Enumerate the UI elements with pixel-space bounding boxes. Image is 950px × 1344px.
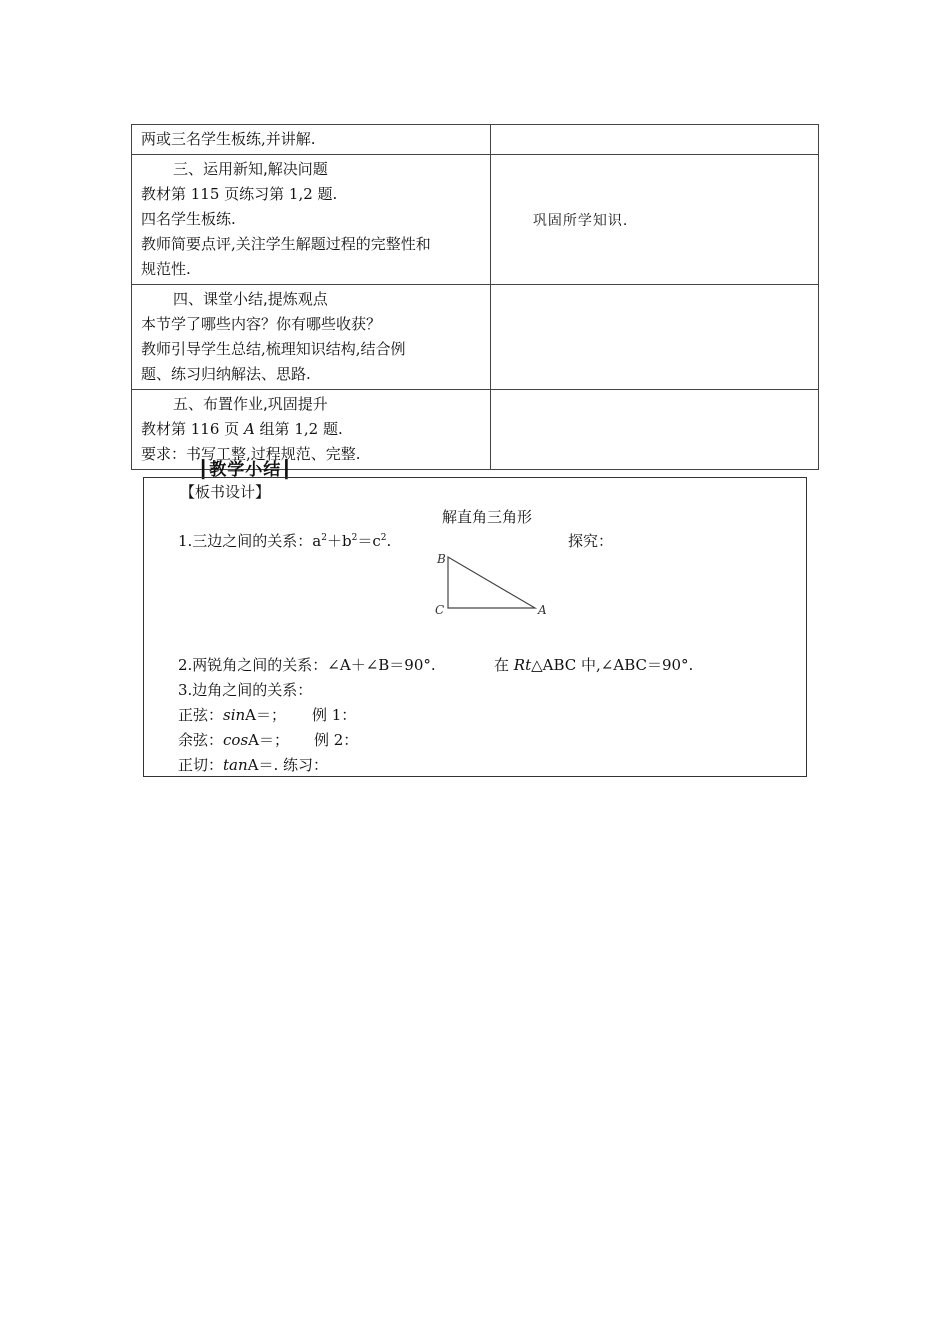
table-row — [132, 155, 819, 285]
text-line: 题、练习归纳解法、思路. — [141, 365, 311, 383]
table-cell — [490, 285, 818, 390]
text-span: A＝. 练习： — [247, 756, 329, 774]
item-sides-relation — [178, 529, 391, 554]
table-cell — [490, 125, 818, 155]
text-span: ＋b — [327, 532, 352, 550]
table-cell — [490, 155, 818, 285]
explore-label: 探究： — [568, 532, 614, 550]
text-line: 要求：书写工整,过程规范、完整. — [141, 445, 361, 463]
vertex-a-label: A — [538, 603, 547, 617]
text-line — [141, 417, 482, 442]
item-angles-relation: 2.两锐角之间的关系：∠A＋∠B＝90°. — [178, 656, 436, 674]
section-title: 五、布置作业,巩固提升 — [173, 395, 328, 413]
lesson-table — [131, 124, 819, 470]
text-span: ＝c — [357, 532, 381, 550]
table-cell — [490, 390, 818, 470]
text-line: 教材第 115 页练习第 1,2 题. — [141, 185, 338, 203]
right-triangle-figure — [429, 546, 559, 620]
summary-heading: ┃教学小结┃ — [198, 460, 293, 480]
text-line: 四名学生板练. — [141, 210, 236, 228]
table-row — [132, 125, 819, 155]
text-span: 正切： — [178, 756, 224, 774]
vertex-c-label: C — [435, 603, 445, 617]
table-cell — [132, 125, 491, 155]
text-span: tan — [223, 756, 248, 774]
text-span: A＝； — [245, 706, 287, 724]
board-title: 解直角三角形 — [442, 508, 533, 526]
text-line: 本节学了哪些内容？你有哪些收获？ — [141, 315, 382, 333]
sine-line — [178, 703, 286, 728]
text-span: △ABC 中,∠ABC＝90°. — [531, 656, 694, 674]
board-label: 【板书设计】 — [180, 483, 271, 501]
section-title: 四、课堂小结,提炼观点 — [173, 290, 328, 308]
text-span: . — [386, 532, 392, 550]
text-span: 在 — [494, 656, 514, 674]
rt-triangle-note — [494, 653, 693, 678]
text-line: 规范性. — [141, 260, 191, 278]
text-span: 正弦： — [178, 706, 224, 724]
tangent-line — [178, 753, 328, 778]
superscript: 2 — [380, 533, 387, 543]
text-span: 余弦： — [178, 731, 224, 749]
item-side-angle-relation: 3.边角之间的关系： — [178, 681, 313, 699]
table-cell — [132, 155, 491, 285]
text-span: A — [243, 420, 255, 438]
text-line: 教师简要点评,关注学生解题过程的完整性和 — [141, 235, 431, 253]
board-design-box — [143, 477, 807, 777]
table-row — [132, 285, 819, 390]
section-title: 三、运用新知,解决问题 — [173, 160, 328, 178]
vertex-b-label: B — [437, 552, 446, 566]
text-span: 教材第 116 页 — [141, 420, 244, 438]
superscript: 2 — [351, 533, 358, 543]
text-line: 两或三名学生板练,并讲解. — [141, 130, 316, 148]
table-cell — [132, 390, 491, 470]
superscript: 2 — [321, 533, 327, 543]
text-line: 教师引导学生总结,梳理知识结构,结合例 — [141, 340, 406, 358]
text-span: 组第 1,2 题. — [254, 420, 343, 438]
text-span: Rt — [513, 656, 532, 674]
text-span: A＝； — [248, 731, 289, 749]
example-2-label: 例 2： — [314, 731, 359, 749]
triangle-shape — [448, 557, 535, 608]
text-span: cos — [223, 731, 249, 749]
text-span: sin — [223, 706, 246, 724]
cosine-line — [178, 728, 289, 753]
text-span: 1.三边之间的关系：a — [178, 532, 322, 550]
table-cell — [132, 285, 491, 390]
right-note: 巩固所学知识. — [532, 212, 629, 229]
example-1-label: 例 1： — [312, 706, 357, 724]
